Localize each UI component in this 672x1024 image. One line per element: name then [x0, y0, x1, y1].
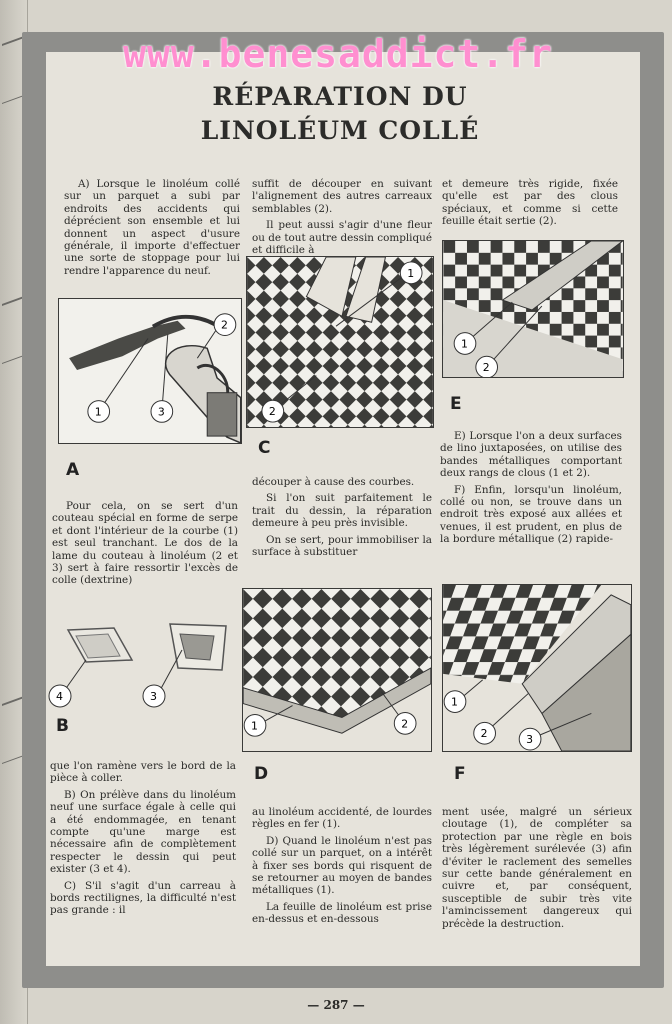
figure-label-f: F	[454, 764, 466, 784]
paragraph-invisible: Si l'on suit parfaitement le trait du dessin, la réparation demeure à peu près invisible.	[252, 492, 432, 530]
paragraph-e: E) Lorsque l'on a deux surfaces de lino juxtaposées, on utilise des bandes métalliques comportant deux rangs de clous (1 et 2).	[440, 430, 622, 480]
figure-e	[442, 240, 624, 378]
figure-a	[58, 298, 242, 444]
paragraph-cut: suffit de découper en suivant l'alignement des autres carreaux semblables (2).	[252, 178, 432, 215]
callout-2: 2	[480, 727, 488, 741]
callout-1: 1	[451, 695, 458, 709]
column-2-top	[252, 178, 432, 260]
paragraph-rigid: et demeure très rigide, fixée qu'elle est par des clous spéciaux, et comme si cette feuille était sertie (2).	[442, 178, 618, 228]
callout-1: 1	[407, 266, 415, 280]
sketch-stroke	[2, 36, 24, 104]
paragraph-f: F) Enfin, lorsqu'un linoléum, collé ou non, se trouve dans un endroit très exposé aux allées et venues, il est prudent, en plus de la bordure métallique (2) rapide-	[440, 483, 622, 546]
callout-2: 2	[401, 717, 409, 731]
column-3-top	[442, 178, 618, 232]
paragraph-b: B) On prélève dans du linoléum neuf une surface égale à celle qui a été endommagée, en tenant compte qu'une marge est nécessaire afin de complètement respecter le dessin qui peut exister (3 et 4).	[50, 788, 236, 876]
paragraph-curves: découper à cause des courbes.	[252, 476, 415, 488]
paragraph-knife: Pour cela, on se sert d'un couteau spécial en forme de serpe et dont l'intérieur de la courbe (1) est seul tranchant. Le dos de la lame du couteau à linoléum (2 et 3) sert à faire ressortir l'excès de colle (dextrine)	[52, 500, 238, 587]
metal-strip-illustration	[243, 589, 431, 751]
callout-3: 3	[157, 405, 165, 419]
page-title	[140, 80, 540, 148]
callout-3: 3	[150, 690, 157, 703]
figure-label-d: D	[254, 764, 269, 784]
figure-label-e: E	[450, 394, 462, 414]
paragraph-immobilize: On se sert, pour immobiliser la surface à substituer	[252, 533, 432, 559]
sketch-stroke	[2, 296, 24, 364]
column-1-middle	[52, 500, 238, 591]
column-3-middle	[440, 430, 622, 550]
callout-1: 1	[94, 405, 102, 419]
figure-f	[442, 584, 632, 752]
callout-2: 2	[482, 361, 490, 375]
paragraph-c: C) S'il s'agit d'un carreau à bords rectilignes, la difficulté n'est pas grande : il	[50, 879, 236, 917]
callout-4: 4	[56, 690, 63, 703]
figure-label-c: C	[258, 438, 271, 458]
watermark: www.benesaddict.fr	[123, 32, 553, 76]
paragraph-flower: Il peut aussi s'agir d'une fleur ou de tout autre dessin compliqué et difficile à	[252, 219, 432, 257]
callout-1: 1	[251, 719, 258, 733]
figure-c	[246, 256, 434, 428]
page-number: — 287 —	[307, 998, 365, 1012]
figure-label-a: A	[66, 460, 80, 480]
figure-label-b: B	[56, 716, 69, 736]
callout-1: 1	[461, 337, 468, 351]
callout-3: 3	[526, 733, 534, 747]
paragraph-rulers: au linoléum accidenté, de lourdes règles en fer (1).	[252, 806, 432, 831]
column-1-bottom	[50, 760, 236, 921]
figure-b	[46, 610, 240, 716]
tiles-cutting-illustration	[247, 257, 433, 427]
wooden-rule-illustration	[443, 585, 631, 751]
sketch-stroke	[2, 696, 24, 764]
paragraph-glue: que l'on ramène vers le bord de la pièce à coller.	[50, 760, 236, 785]
column-2-middle	[252, 476, 432, 562]
title-line-1: RÉPARATION DU	[212, 82, 468, 111]
paragraph-wood-rule: ment usée, malgré un sérieux cloutage (1), de compléter sa protection par une règle en bois très légèrement surélevée (3) afin d'éviter le raclement des semelles sur cette bande généralement en cuivre et, par conséquent, susceptible de subir très vite l'amincissement dangereux qui précède la destruction.	[442, 806, 632, 930]
callout-2: 2	[221, 318, 228, 332]
callout-2: 2	[268, 405, 276, 419]
title-line-2: LINOLÉUM COLLÉ	[200, 116, 480, 145]
column-2-bottom	[252, 806, 432, 930]
patch-illustration	[46, 610, 240, 716]
paragraph-a: A) Lorsque le linoléum collé sur un parquet a subi par endroits des accidents qui déprécient son ensemble et lui donnent un aspect d'usure générale, il importe d'effectuer une sorte de stoppage pour lui rendre l'apparence du neuf.	[64, 178, 240, 277]
paragraph-d: D) Quand le linoléum n'est pas collé sur un parquet, on a intérêt à fixer ses bords qui risquent de se retourner au moyen de bandes métalliques (1).	[252, 834, 432, 897]
column-3-bottom	[442, 806, 632, 934]
paragraph-sheet: La feuille de linoléum est prise en-dessus et en-dessous	[252, 900, 432, 926]
column-1-top	[64, 178, 240, 281]
figure-d	[242, 588, 432, 752]
double-strip-illustration	[443, 241, 623, 377]
knife-illustration	[59, 299, 241, 443]
